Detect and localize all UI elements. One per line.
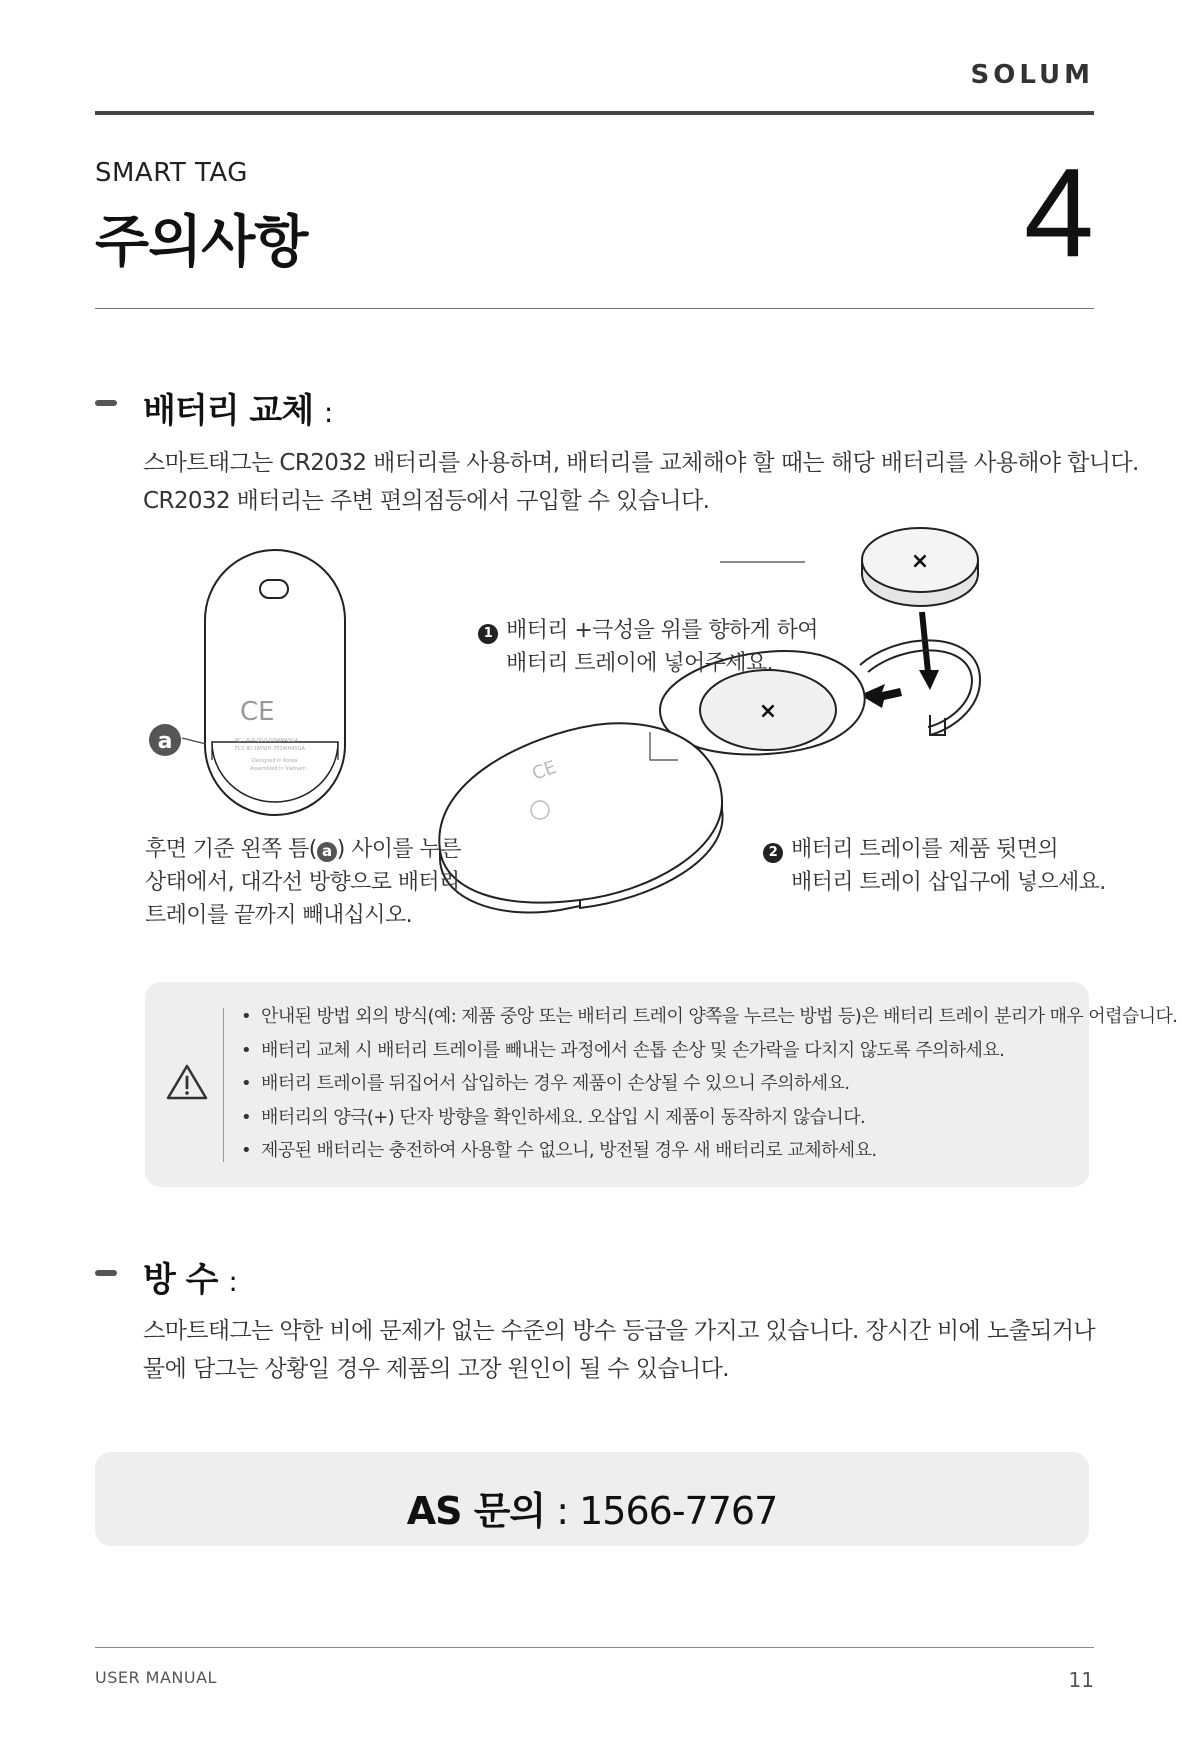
device-label-line4: Assembled in Vietnam (250, 766, 306, 772)
step2-line1: 배터리 트레이를 제품 뒷면의 (791, 837, 1059, 862)
battery-heading-colon: : (323, 396, 333, 429)
waterproof-line1: 스마트태그는 약한 비에 문제가 없는 수준의 방수 등급을 가지고 있습니다. 장시간 비에 노출되거나 (143, 1318, 1095, 1344)
waterproof-heading-text: 방 수 (143, 1260, 218, 1300)
section-dash (95, 1270, 117, 1276)
warning-list (241, 1000, 1177, 1168)
warning-item: • 배터리 트레이를 뒤집어서 삽입하는 경우 제품이 손상될 수 있으니 주의하세요. (241, 1067, 1177, 1101)
step1-badge: 1 (478, 624, 498, 644)
device-label-line3: Designed in Korea (252, 758, 298, 764)
down-arrow-shaft (922, 612, 928, 672)
service-phone[interactable]: 1566-7767 (579, 1489, 778, 1533)
device-label-line2: FCC ID:2AYWH-7P2WH45GA (235, 746, 305, 752)
service-contact (95, 1480, 1089, 1535)
tag-back-outline (205, 550, 345, 815)
warning-item: • 배터리의 양극(+) 단자 방향을 확인하세요. 오삽입 시 제품이 동작하지 않습니다. (241, 1101, 1177, 1135)
battery-intro (143, 444, 1139, 520)
brand-logo: SOLUM (970, 60, 1094, 90)
service-contact-box (95, 1452, 1089, 1546)
removal-line1-post: ) 사이를 누른 (336, 837, 461, 862)
step2-line2: 배터리 트레이 삽입구에 넣으세요. (791, 870, 1106, 895)
warning-item: • 배터리 교체 시 배터리 트레이를 빼내는 과정에서 손톱 손상 및 손가락을 다치지 않도록 주의하세요. (241, 1034, 1177, 1068)
battery-intro-line1: 스마트태그는 CR2032 배터리를 사용하며, 배터리를 교체해야 할 때는 해당 배터리를 사용해야 합니다. (143, 450, 1139, 476)
step1-text (478, 614, 818, 680)
step1-line2: 배터리 트레이에 넣어주세요. (506, 651, 774, 676)
section-dash (95, 400, 117, 406)
title-rule (95, 308, 1094, 309)
header-rule (95, 111, 1094, 115)
waterproof-heading (143, 1252, 237, 1301)
coin-top-mark: × (910, 549, 930, 574)
warning-divider (223, 1008, 224, 1162)
tag-back-illustration (205, 550, 345, 815)
chapter-number: 4 (1023, 142, 1094, 283)
removal-marker-a: a (317, 842, 337, 862)
warning-item: • 안내된 방법 외의 방식(예: 제품 중앙 또는 배터리 트레이 양쪽을 누르는 방법 등)은 배터리 트레이 분리가 매우 어렵습니다. (241, 1000, 1177, 1034)
warning-triangle-icon (165, 1062, 209, 1102)
ce-mark-bottom: CE (529, 756, 560, 785)
service-label: AS 문의 (406, 1489, 546, 1533)
marker-a-label: a (157, 729, 173, 754)
battery-heading-text: 배터리 교체 (143, 391, 314, 431)
page-number: 11 (1068, 1668, 1094, 1692)
tag-keyring-hole (260, 580, 288, 598)
down-arrow-head (919, 670, 939, 690)
waterproof-line2: 물에 담그는 상황일 경우 제품의 고장 원인이 될 수 있습니다. (143, 1356, 729, 1382)
waterproof-body (143, 1312, 1095, 1388)
footer-label: USER MANUAL (95, 1668, 217, 1687)
step1-line1: 배터리 +극성을 위를 향하게 하여 (506, 618, 818, 643)
warning-item: • 제공된 배터리는 충전하여 사용할 수 없으니, 방전될 경우 새 배터리로 교체하세요. (241, 1134, 1177, 1168)
removal-instruction (145, 833, 461, 932)
battery-heading (143, 383, 332, 432)
footer-rule (95, 1647, 1094, 1648)
battery-intro-line2: CR2032 배터리는 주변 편의점등에서 구입할 수 있습니다. (143, 488, 710, 514)
ce-mark: CE (240, 697, 275, 727)
step2-text (763, 833, 1106, 899)
marker-a-leader (182, 738, 206, 744)
left-arrow-1 (860, 684, 902, 708)
page-title: 주의사항 (95, 210, 308, 275)
tag-body-illustration (439, 723, 722, 912)
warning-box (145, 982, 1178, 1187)
device-label-line1: RC : R-R-SUU-S0WM45GA (235, 738, 299, 744)
removal-line3: 트레이를 끝까지 빼내십시오. (145, 903, 413, 928)
product-subtitle: SMART TAG (95, 158, 248, 188)
removal-line2: 상태에서, 대각선 방향으로 배터리 (145, 870, 460, 895)
removal-line1-pre: 후면 기준 왼쪽 틈( (145, 837, 317, 862)
waterproof-heading-colon: : (228, 1265, 237, 1298)
coin-middle-mark: × (758, 699, 778, 724)
service-colon: : (545, 1489, 580, 1533)
step2-badge: 2 (763, 843, 783, 863)
